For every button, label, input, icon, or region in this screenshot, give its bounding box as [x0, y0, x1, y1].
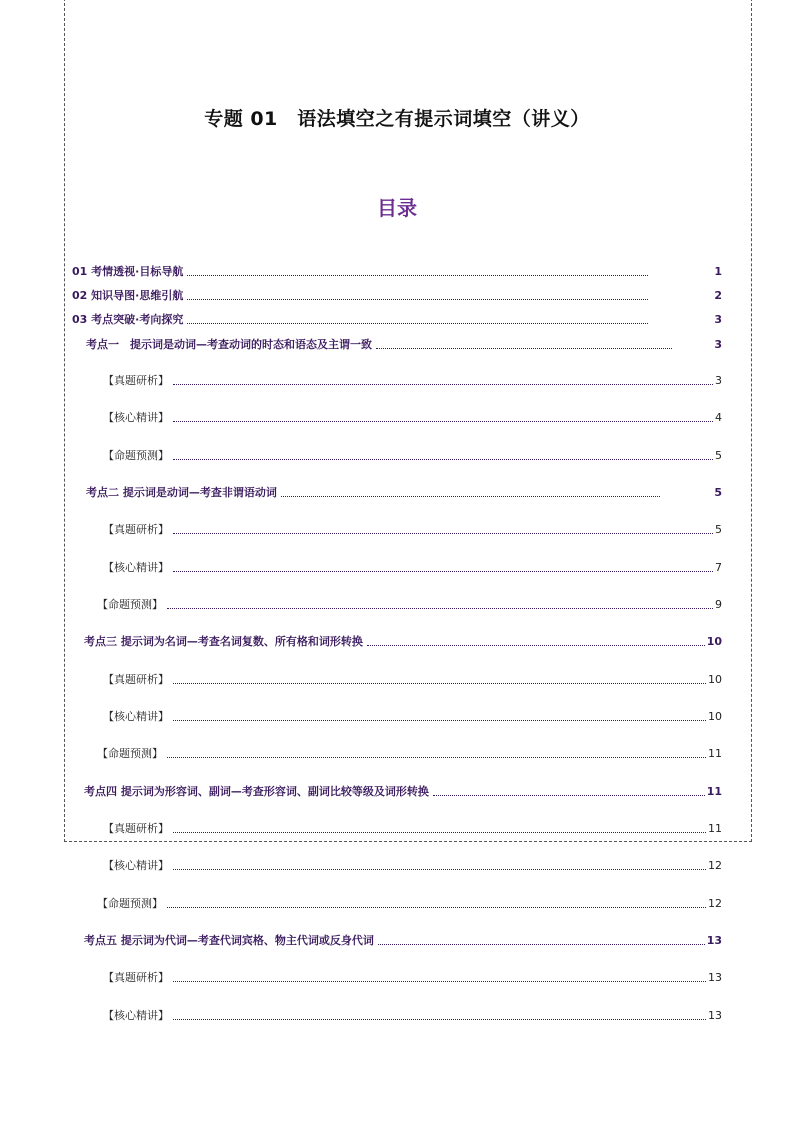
toc-entry-page: 13 — [708, 1009, 722, 1022]
toc-entry[interactable] — [103, 673, 722, 687]
toc-entry-page: 12 — [708, 859, 722, 872]
leader-dots — [367, 645, 705, 646]
toc-entry-page: 3 — [714, 338, 722, 351]
toc-entry-label: 【命题预测】 — [97, 897, 163, 910]
leader-dots — [167, 608, 713, 609]
leader-dots — [167, 757, 706, 758]
toc-entry-label: 考点四 提示词为形容词、副词—考查形容词、副词比较等级及词形转换 — [84, 785, 429, 798]
toc-entry-page: 5 — [715, 523, 722, 536]
toc-entry-label: 【核心精讲】 — [103, 859, 169, 872]
leader-dots — [173, 1019, 706, 1020]
toc-entry-label: 【真题研析】 — [103, 523, 169, 536]
toc-entry[interactable] — [84, 934, 722, 948]
leader-dots — [173, 459, 713, 460]
leader-dots — [187, 275, 648, 276]
toc-entry-label: 考点一 提示词是动词—考查动词的时态和语态及主谓一致 — [86, 338, 372, 351]
toc-entry-label: 【真题研析】 — [103, 971, 169, 984]
toc-entry[interactable] — [72, 313, 722, 327]
toc-entry[interactable] — [103, 710, 722, 724]
leader-dots — [173, 384, 713, 385]
toc-entry-page: 10 — [708, 710, 722, 723]
toc-entry[interactable] — [103, 449, 722, 463]
toc-entry-page: 5 — [714, 486, 722, 499]
leader-dots — [173, 832, 706, 833]
toc-entry-page: 13 — [706, 934, 722, 947]
document-title: 专题 01 语法填空之有提示词填空（讲义） — [204, 108, 590, 130]
leader-dots — [173, 421, 713, 422]
toc-entry[interactable] — [72, 265, 722, 279]
toc-entry-label: 【核心精讲】 — [103, 1009, 169, 1022]
toc-entry-label: 03 考点突破·考向探究 — [72, 313, 184, 326]
leader-dots — [376, 348, 672, 349]
toc-entry[interactable] — [97, 598, 722, 612]
toc-entry-label: 考点五 提示词为代词—考查代词宾格、物主代词或反身代词 — [84, 934, 374, 947]
toc-entry-label: 【命题预测】 — [103, 449, 169, 462]
toc-entry[interactable] — [84, 785, 722, 799]
toc-entry-page: 5 — [715, 449, 722, 462]
toc-entry-label: 【真题研析】 — [103, 374, 169, 387]
toc-entry-label: 02 知识导图·思维引航 — [72, 289, 184, 302]
leader-dots — [173, 683, 706, 684]
leader-dots — [378, 944, 705, 945]
toc-entry-page: 3 — [715, 374, 722, 387]
toc-entry[interactable] — [86, 486, 722, 500]
toc-entry-page: 12 — [708, 897, 722, 910]
leader-dots — [173, 720, 706, 721]
leader-dots — [187, 299, 648, 300]
toc-entry-label: 【命题预测】 — [97, 598, 163, 611]
leader-dots — [281, 496, 661, 497]
toc-entry-page: 10 — [708, 673, 722, 686]
toc-entry[interactable] — [97, 747, 722, 761]
toc-entry[interactable] — [103, 561, 722, 575]
toc-entry[interactable] — [72, 289, 722, 303]
toc-entry-page: 4 — [715, 411, 722, 424]
toc-entry[interactable] — [103, 1009, 722, 1023]
toc-entry-label: 【核心精讲】 — [103, 561, 169, 574]
toc-entry-page: 11 — [708, 747, 722, 760]
toc-entry[interactable] — [86, 338, 722, 352]
toc-entry-label: 01 考情透视·目标导航 — [72, 265, 184, 278]
toc-entry-page: 7 — [715, 561, 722, 574]
leader-dots — [173, 981, 706, 982]
toc-entry-page: 10 — [706, 635, 722, 648]
toc-entry[interactable] — [103, 523, 722, 537]
toc-entry[interactable] — [103, 971, 722, 985]
leader-dots — [173, 869, 706, 870]
toc-entry-page: 13 — [708, 971, 722, 984]
toc-entry-label: 考点三 提示词为名词—考查名词复数、所有格和词形转换 — [84, 635, 363, 648]
toc-entry[interactable] — [103, 859, 722, 873]
toc-entry-page: 3 — [714, 313, 722, 326]
toc-entry-page: 9 — [715, 598, 722, 611]
leader-dots — [167, 907, 706, 908]
toc-entry-page: 1 — [714, 265, 722, 278]
toc-entry-label: 【核心精讲】 — [103, 411, 169, 424]
leader-dots — [173, 571, 713, 572]
toc-entry-page: 11 — [708, 822, 722, 835]
toc-entry[interactable] — [103, 822, 722, 836]
toc-entry-label: 【核心精讲】 — [103, 710, 169, 723]
toc-entry-page: 2 — [714, 289, 722, 302]
toc-entry[interactable] — [103, 374, 722, 388]
leader-dots — [187, 323, 648, 324]
leader-dots — [173, 533, 713, 534]
toc-entry-label: 【真题研析】 — [103, 673, 169, 686]
toc-entry-label: 考点二 提示词是动词—考查非谓语动词 — [86, 486, 277, 499]
toc-entry[interactable] — [97, 897, 722, 911]
toc-entry-page: 11 — [706, 785, 722, 798]
toc-entry-label: 【命题预测】 — [97, 747, 163, 760]
toc-entry-label: 【真题研析】 — [103, 822, 169, 835]
toc-entry[interactable] — [84, 635, 722, 649]
toc-entry[interactable] — [103, 411, 722, 425]
leader-dots — [433, 795, 705, 796]
toc-heading: 目录 — [377, 196, 417, 220]
